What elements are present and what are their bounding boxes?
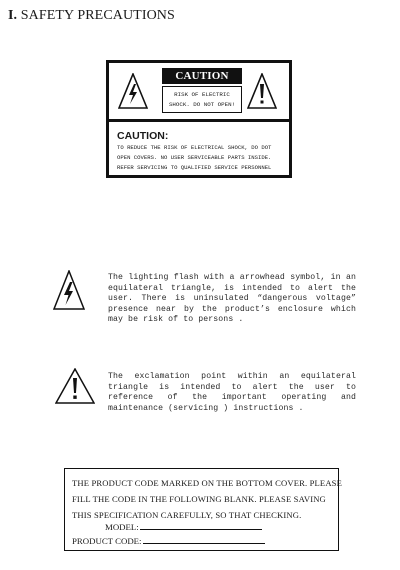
caution-label-body — [117, 130, 283, 173]
caution-body-line: REFER SERVICING TO QUALIFIED SERVICE PERSONNEL — [117, 164, 272, 171]
product-code-field — [72, 535, 265, 547]
model-label: MODEL: — [105, 522, 139, 532]
caution-body-line: OPEN COVERS. NO USER SERVICEABLE PARTS INSIDE. — [117, 154, 272, 161]
caution-label-top — [109, 63, 289, 121]
product-code-label: PRODUCT CODE: — [72, 536, 142, 546]
section-heading — [8, 8, 175, 24]
section-title: SAFETY PRECAUTIONS — [20, 8, 175, 23]
model-blank-line[interactable] — [140, 521, 262, 530]
lightning-symbol-description: The lighting flash with a arrowhead symbol, in an equilateral triangle, is intended to alert the user. There is uninsulated “dangerous voltage” presence near by the product’s enclosure which may be risk of to persons . — [108, 273, 356, 324]
caution-label-divider — [109, 119, 289, 122]
lightning-flash-triangle-icon — [53, 270, 85, 310]
caution-body-line: TO REDUCE THE RISK OF ELECTRICAL SHOCK, DO DOT — [117, 144, 272, 151]
model-field — [105, 521, 262, 533]
notice-line: FILL THE CODE IN THE FOLLOWING BLANK. PLEASE SAVING — [72, 494, 326, 504]
lightning-flash-triangle-icon — [118, 73, 148, 109]
caution-subtext — [162, 86, 242, 113]
exclamation-symbol-description: The exclamation point within an equilateral triangle is intended to alert the user to reference of the important operating and maintenance (servicing ) instructions . — [108, 372, 356, 413]
section-number: I. — [8, 8, 18, 23]
caution-body-title: CAUTION: — [117, 130, 169, 142]
exclamation-triangle-icon — [247, 73, 277, 109]
caution-heading: CAUTION — [162, 68, 242, 84]
caution-sub-line: RISK OF ELECTRIC — [174, 91, 230, 98]
exclamation-triangle-icon — [55, 368, 95, 404]
product-code-notice — [72, 475, 343, 523]
notice-line: THE PRODUCT CODE MARKED ON THE BOTTOM COVER. PLEASE — [72, 478, 343, 488]
product-code-blank-line[interactable] — [143, 535, 265, 544]
notice-line: THIS SPECIFICATION CAREFULLY, SO THAT CHECKING. — [72, 510, 302, 520]
product-code-box — [64, 468, 343, 551]
caution-label — [106, 60, 292, 178]
caution-sub-line: SHOCK. DO NOT OPEN! — [168, 101, 236, 108]
